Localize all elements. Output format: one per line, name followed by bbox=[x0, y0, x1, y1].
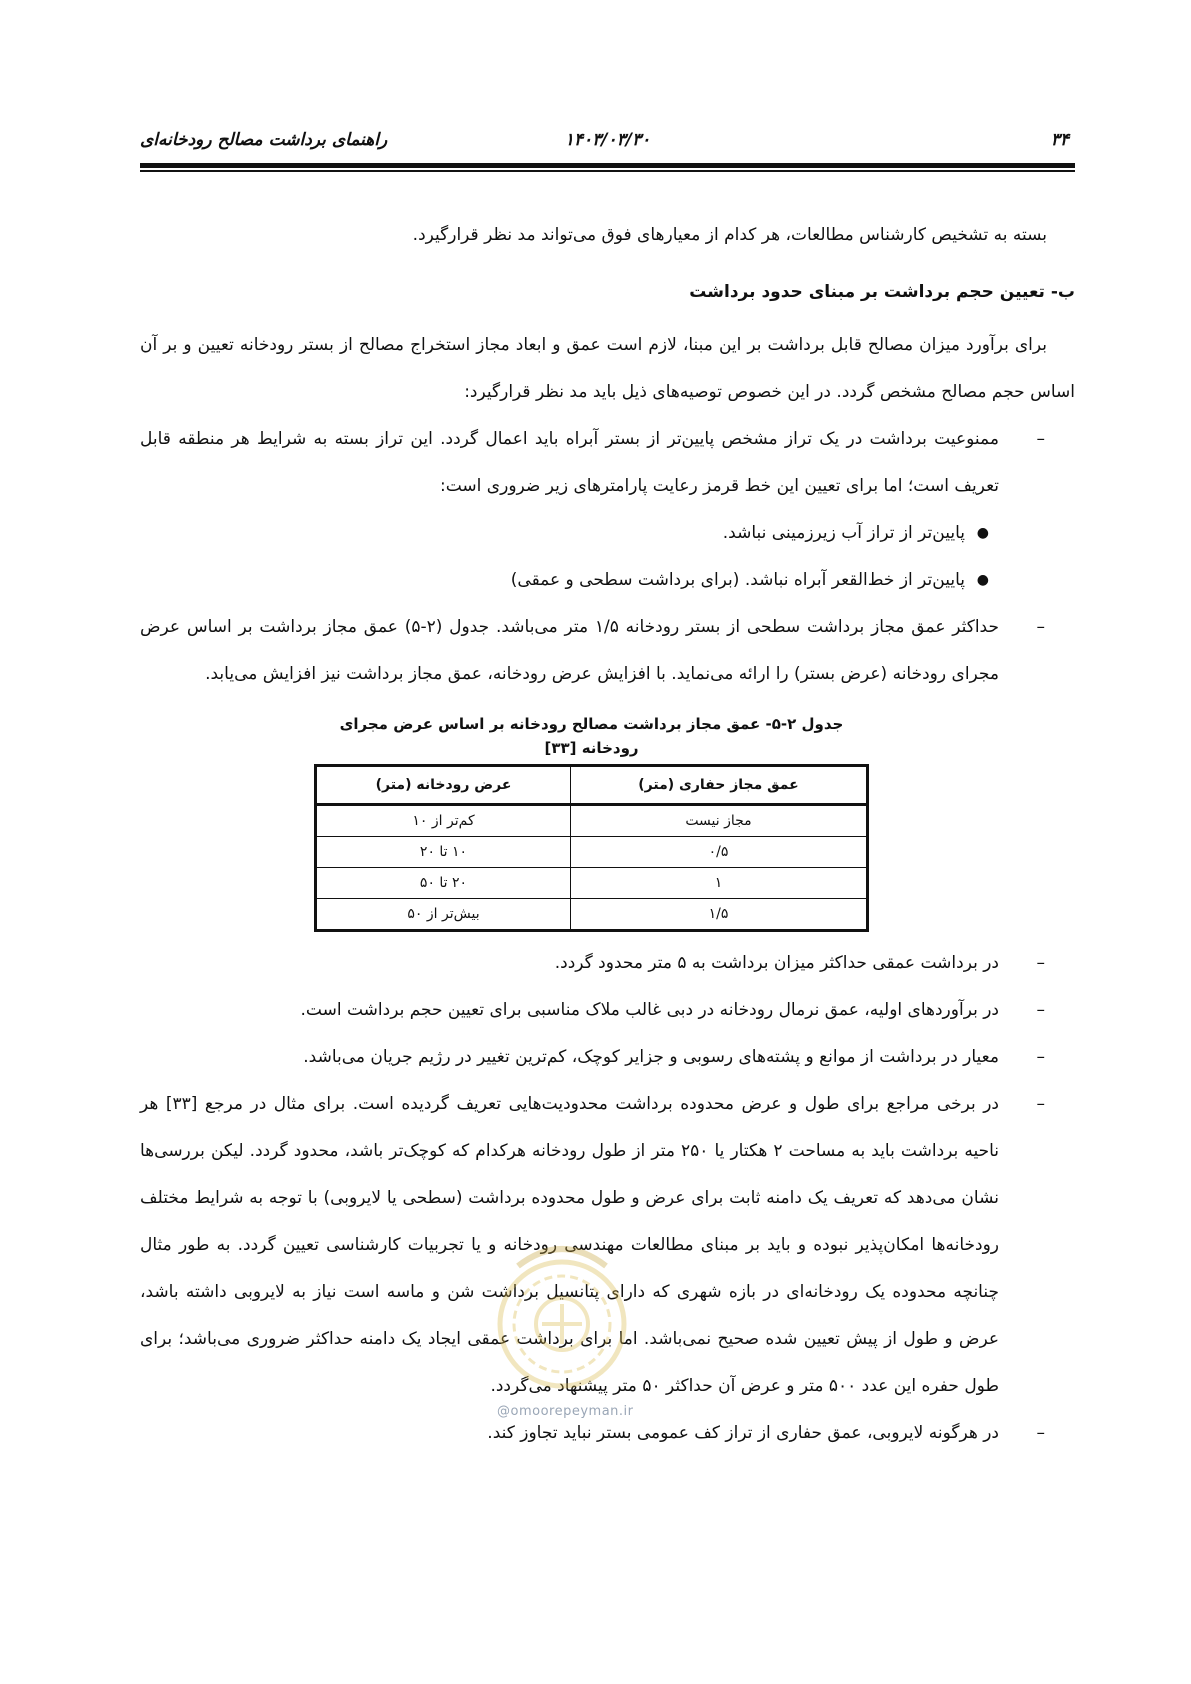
table-caption: جدول ۲-۵- عمق مجاز برداشت مصالح رودخانه بر اساس عرض مجرای رودخانه [۳۳] bbox=[339, 715, 844, 757]
list-item-text: حداکثر عمق مجاز برداشت سطحی از بستر رودخانه ۱/۵ متر می‌باشد. جدول (۲-۵) عمق مجاز برداشت بر اساس عرض مجرای رودخانه (عرض بستر) را ارائه می‌نماید. با افزایش عرض رودخانه، عمق مجاز برداشت نیز افزایش می‌یابد. bbox=[140, 617, 999, 684]
table-cell: ۲۰ تا ۵۰ bbox=[316, 868, 571, 899]
table-cell: مجاز نیست bbox=[571, 805, 868, 837]
header-rule-thin bbox=[140, 170, 1075, 172]
list-item bbox=[140, 416, 1075, 510]
table-cell: ۱/۵ bbox=[571, 899, 868, 931]
page-number: ۳۴ bbox=[1050, 130, 1069, 150]
bullet-item bbox=[140, 557, 1075, 604]
table-row bbox=[316, 837, 868, 868]
header-rule-thick bbox=[140, 163, 1075, 168]
table-cell: ۰/۵ bbox=[571, 837, 868, 868]
list-item bbox=[140, 987, 1075, 1034]
section-paragraph: برای برآورد میزان مصالح قابل برداشت بر این مبنا، لازم است عمق و ابعاد مجاز استخراج مصالح از بستر رودخانه تعیین و بر آن اساس حجم مصالح مشخص گردد. در این خصوص توصیه‌های ذیل باید مد نظر قرارگیرد: bbox=[140, 335, 1075, 402]
table-row bbox=[316, 805, 868, 837]
document-title: راهنمای برداشت مصالح رودخانه‌ای bbox=[140, 130, 388, 150]
dash-marker: – bbox=[1036, 1423, 1045, 1443]
dash-marker: – bbox=[1036, 953, 1045, 973]
bullet-item bbox=[140, 510, 1075, 557]
table-cell: بیش‌تر از ۵۰ bbox=[316, 899, 571, 931]
table-row bbox=[316, 868, 868, 899]
bullet-marker: ● bbox=[976, 572, 989, 588]
header-date: ۱۴۰۳/۰۳/۳۰ bbox=[564, 130, 651, 150]
list-item bbox=[140, 940, 1075, 987]
table-row bbox=[316, 899, 868, 931]
column-header-depth: عمق مجاز حفاری (متر) bbox=[571, 766, 868, 805]
table-cell: کم‌تر از ۱۰ bbox=[316, 805, 571, 837]
list-item-text: در برداشت عمقی حداکثر میزان برداشت به ۵ متر محدود گردد. bbox=[554, 953, 999, 973]
list-item-text: در هرگونه لایروبی، عمق حفاری از تراز کف عمومی بستر نباید تجاوز کند. bbox=[487, 1423, 999, 1443]
list-item bbox=[140, 1034, 1075, 1081]
table-cell: ۱ bbox=[571, 868, 868, 899]
depth-table bbox=[314, 764, 869, 932]
page-header bbox=[140, 126, 1075, 156]
section-heading: ب- تعیین حجم برداشت بر مبنای حدود برداشت bbox=[689, 282, 1075, 302]
bullet-item-text: پایین‌تر از خط‌القعر آبراه نباشد. (برای برداشت سطحی و عمقی) bbox=[510, 570, 965, 590]
watermark-text: @omoorepeyman.ir bbox=[497, 1404, 634, 1419]
column-header-width: عرض رودخانه (متر) bbox=[316, 766, 571, 805]
dash-marker: – bbox=[1036, 429, 1045, 449]
table-cell: ۱۰ تا ۲۰ bbox=[316, 837, 571, 868]
table-block bbox=[140, 712, 1075, 932]
list-item bbox=[140, 604, 1075, 698]
table-header-row bbox=[316, 766, 868, 805]
list-item-text: در برآوردهای اولیه، عمق نرمال رودخانه در دبی غالب ملاک مناسبی برای تعیین حجم برداشت است. bbox=[300, 1000, 999, 1020]
list-item-text: ممنوعیت برداشت در یک تراز مشخص پایین‌تر از بستر آبراه باید اعمال گردد. این تراز بسته به شرایط هر منطقه قابل تعریف است؛ اما برای تعیین این خط قرمز رعایت پارامترهای زیر ضروری است: bbox=[140, 429, 999, 496]
dash-marker: – bbox=[1036, 1000, 1045, 1020]
list-item-text: در برخی مراجع برای طول و عرض محدوده برداشت محدودیت‌هایی تعریف گردیده است. برای مثال در مرجع [۳۳] هر ناحیه برداشت باید به مساحت ۲ هکتار یا ۲۵۰ متر از طول رودخانه هرکدام که کوچک‌تر باشد، محدود گردد. لیکن بررسی‌ها نشان می‌دهد که تعریف یک دامنه ثابت برای عرض و طول محدوده برداشت (سطحی یا لایروبی) با توجه به شرایط مختلف رودخانه‌ها امکان‌پذیر نبوده و باید بر مبنای مطالعات مهندسی رودخانه و یا تجربیات کارشناسی تعیین گردد. به طور مثال چنانچه محدوده یک رودخانه‌ای در بازه شهری که دارای پتانسیل برداشت شن و ماسه است نیاز به لایروبی داشته باشد، عرض و طول از پیش تعیین شده صحیح نمی‌باشد. اما برای برداشت عمقی ایجاد یک دامنه حداکثر ضروری می‌باشد؛ برای طول حفره این عدد ۵۰۰ متر و عرض آن حداکثر ۵۰ متر پیشنهاد می‌گردد. bbox=[140, 1094, 999, 1396]
list-item-text: معیار در برداشت از موانع و پشته‌های رسوبی و جزایر کوچک، کم‌ترین تغییر در رژیم جریان می‌باشد. bbox=[303, 1047, 999, 1067]
intro-paragraph: بسته به تشخیص کارشناس مطالعات، هر کدام از معیارهای فوق می‌تواند مد نظر قرارگیرد. bbox=[412, 225, 1047, 245]
bullet-item-text: پایین‌تر از تراز آب زیرزمینی نباشد. bbox=[722, 523, 965, 543]
bullet-marker: ● bbox=[976, 525, 989, 541]
dash-marker: – bbox=[1036, 1047, 1045, 1067]
watermark-logo-icon bbox=[488, 1228, 636, 1408]
dash-marker: – bbox=[1036, 617, 1045, 637]
dash-marker: – bbox=[1036, 1094, 1045, 1114]
